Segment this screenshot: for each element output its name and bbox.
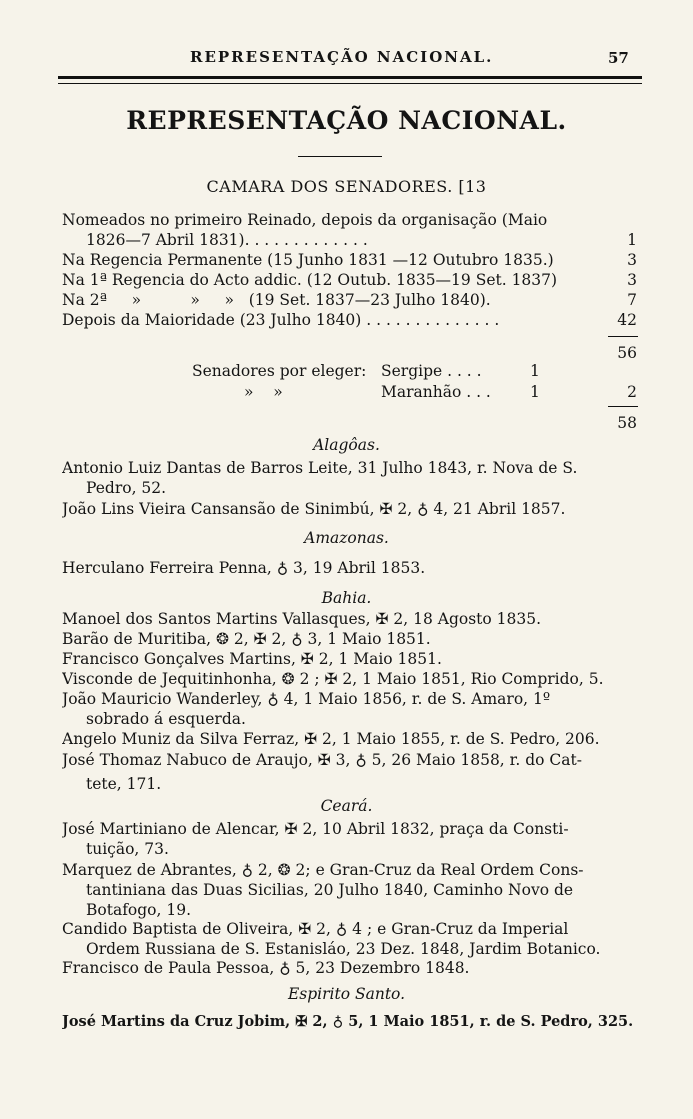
- senator-entry: Botafogo, 19.: [86, 901, 192, 919]
- grand-total: 58: [617, 414, 637, 432]
- senator-entry: Pedro, 52.: [86, 479, 167, 497]
- summary-line: Na Regencia Permanente (15 Junho 1831 —12 Outubro 1835.): [62, 251, 554, 269]
- subtotal-rule: [608, 336, 638, 337]
- senator-entry: Antonio Luiz Dantas de Barros Leite, 31 Julho 1843, r. Nova de S.: [62, 459, 578, 477]
- total-rule: [608, 406, 638, 407]
- senator-entry: tuição, 73.: [86, 840, 169, 858]
- summary-count: 3: [627, 251, 637, 269]
- summary-line: Nomeados no primeiro Reinado, depois da organisação (Maio: [62, 211, 548, 229]
- summary-line: Na 2ª » » » (19 Set. 1837—23 Julho 1840).: [62, 291, 491, 309]
- summary-count: 3: [627, 271, 637, 289]
- senator-entry: José Martiniano de Alencar, ✠ 2, 10 Abril 1832, praça da Consti-: [62, 820, 569, 838]
- senator-entry: tete, 171.: [86, 775, 162, 793]
- senator-entry: Barão de Muritiba, ❂ 2, ✠ 2, ♁ 3, 1 Maio 1851.: [62, 630, 431, 648]
- senator-entry: Marquez de Abrantes, ♁ 2, ❂ 2; e Gran-Cruz da Real Ordem Cons-: [62, 861, 584, 879]
- senator-entry: Candido Baptista de Oliveira, ✠ 2, ♁ 4 ; e Gran-Cruz da Imperial: [62, 920, 569, 938]
- senator-entry: José Martins da Cruz Jobim, ✠ 2, ♁ 5, 1 Maio 1851, r. de S. Pedro, 325.: [62, 1013, 634, 1030]
- summary-count: 42: [617, 311, 637, 329]
- to-elect-count: 1: [530, 362, 540, 380]
- title-divider: [298, 156, 382, 157]
- to-elect-ditto: » »: [244, 383, 283, 401]
- summary-count: 7: [627, 291, 637, 309]
- chamber-subtitle: CAMARA DOS SENADORES. [13: [206, 177, 487, 196]
- province-heading: Bahia.: [321, 589, 372, 607]
- province-heading: Ceará.: [320, 797, 373, 815]
- summary-line: Na 1ª Regencia do Acto addic. (12 Outub. 1835—19 Set. 1837): [62, 271, 558, 289]
- senator-entry: Francisco de Paula Pessoa, ♁ 5, 23 Dezembro 1848.: [62, 959, 470, 977]
- running-title: REPRESENTAÇÃO NACIONAL.: [190, 48, 494, 66]
- header-rule-thick: [58, 76, 642, 79]
- to-elect-label: Senadores por eleger:: [192, 362, 367, 380]
- to-elect-sum: 2: [627, 383, 637, 401]
- senator-entry: Manoel dos Santos Martins Vallasques, ✠ 2, 18 Agosto 1835.: [62, 610, 542, 628]
- summary-count: 1: [627, 231, 637, 249]
- page-number: 57: [608, 49, 629, 67]
- header-rule-thin: [58, 83, 642, 84]
- senator-entry: João Lins Vieira Cansansão de Sinimbú, ✠ 2, ♁ 4, 21 Abril 1857.: [62, 500, 566, 518]
- senator-entry: João Mauricio Wanderley, ♁ 4, 1 Maio 1856, r. de S. Amaro, 1º: [62, 690, 551, 708]
- running-head: [0, 48, 693, 72]
- summary-line: 1826—7 Abril 1831). . . . . . . . . . . . .: [86, 231, 368, 249]
- senator-entry: Herculano Ferreira Penna, ♁ 3, 19 Abril 1853.: [62, 559, 426, 577]
- province-heading: Espirito Santo.: [287, 985, 406, 1003]
- province-heading: Alagôas.: [313, 436, 380, 454]
- senator-entry: Francisco Gonçalves Martins, ✠ 2, 1 Maio 1851.: [62, 650, 442, 668]
- page-title: REPRESENTAÇÃO NACIONAL.: [126, 106, 567, 135]
- senator-entry: Ordem Russiana de S. Estanisláo, 23 Dez. 1848, Jardim Botanico.: [86, 940, 601, 958]
- summary-line: Depois da Maioridade (23 Julho 1840) . . . . . . . . . . . . . .: [62, 311, 500, 329]
- to-elect-count: 1: [530, 383, 540, 401]
- senator-entry: Angelo Muniz da Silva Ferraz, ✠ 2, 1 Maio 1855, r. de S. Pedro, 206.: [62, 730, 600, 748]
- senator-entry: sobrado á esquerda.: [86, 710, 246, 728]
- to-elect-province: Maranhão . . .: [381, 383, 491, 401]
- senator-entry: José Thomaz Nabuco de Araujo, ✠ 3, ♁ 5, 26 Maio 1858, r. do Cat-: [62, 751, 582, 769]
- province-heading: Amazonas.: [304, 529, 389, 547]
- subtotal: 56: [617, 344, 637, 362]
- to-elect-province: Sergipe . . . .: [381, 362, 482, 380]
- senator-entry: tantiniana das Duas Sicilias, 20 Julho 1840, Caminho Novo de: [86, 881, 574, 899]
- senator-entry: Visconde de Jequitinhonha, ❂ 2 ; ✠ 2, 1 Maio 1851, Rio Comprido, 5.: [62, 670, 604, 688]
